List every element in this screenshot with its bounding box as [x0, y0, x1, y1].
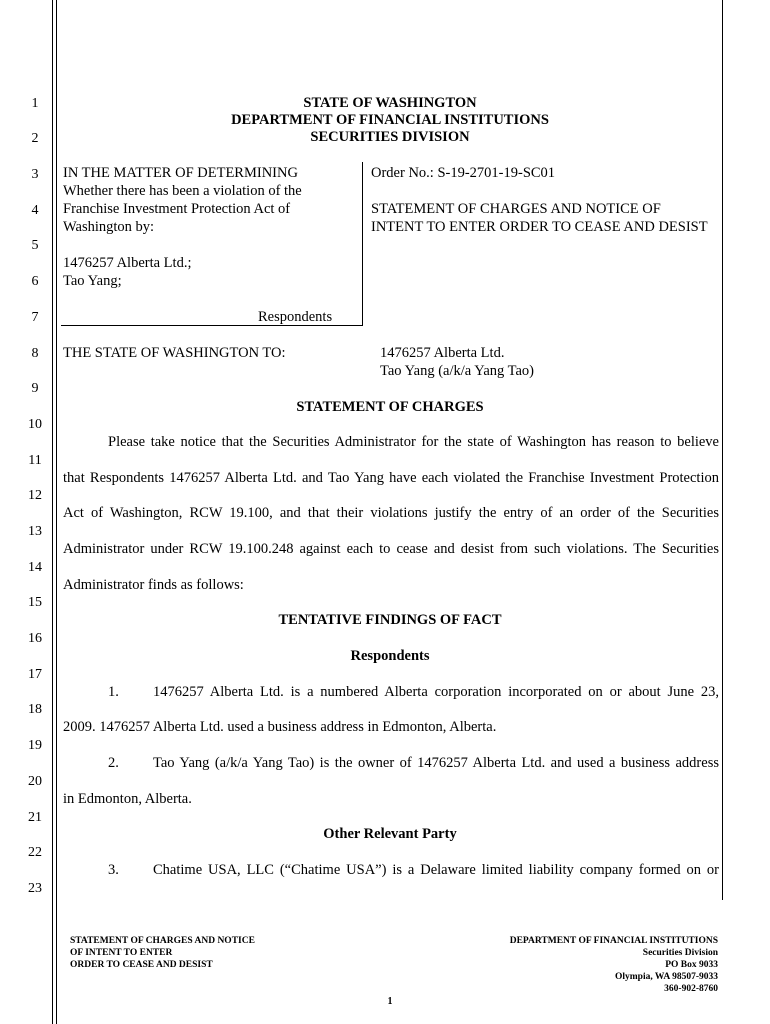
respondents-label: Respondents — [258, 309, 333, 325]
addressee-label: THE STATE OF WASHINGTON TO: — [63, 345, 286, 361]
paragraph-line: Tao Yang (a/k/a Yang Tao) is the owner of 1476257 Alberta Ltd. and used a business address — [153, 755, 719, 771]
paragraph-line: in Edmonton, Alberta. — [63, 791, 192, 807]
header-division: SECURITIES DIVISION — [310, 129, 470, 145]
line-number: 10 — [28, 417, 42, 432]
footer-left-line: ORDER TO CEASE AND DESIST — [70, 960, 213, 970]
line-number: 7 — [31, 310, 39, 325]
paragraph-number: 1. — [108, 684, 119, 700]
line-number: 11 — [28, 453, 42, 468]
left-margin-rule-inner — [56, 0, 57, 1024]
line-number: 23 — [28, 881, 42, 896]
order-title-line: STATEMENT OF CHARGES AND NOTICE OF — [371, 201, 661, 217]
footer-right-line: DEPARTMENT OF FINANCIAL INSTITUTIONS — [509, 936, 718, 946]
line-number: 20 — [28, 774, 42, 789]
footer-right-line: Securities Division — [642, 948, 718, 958]
other-party-heading: Other Relevant Party — [323, 826, 457, 842]
page-number: 1 — [387, 996, 393, 1007]
addressee-recipient: Tao Yang (a/k/a Yang Tao) — [380, 363, 534, 379]
intro-line: that Respondents 1476257 Alberta Ltd. and Tao Yang have each violated the Franchise Investment Protection — [63, 470, 719, 486]
line-number: 15 — [28, 595, 42, 610]
footer-left-line: OF INTENT TO ENTER — [70, 948, 173, 958]
paragraph-number: 2. — [108, 755, 119, 771]
paragraph-line: 1476257 Alberta Ltd. is a numbered Alberta corporation incorporated on or about June 23, — [153, 684, 719, 700]
matter-line: Washington by: — [63, 219, 155, 235]
line-number: 13 — [28, 524, 42, 539]
line-number: 16 — [28, 631, 42, 646]
header-department: DEPARTMENT OF FINANCIAL INSTITUTIONS — [231, 112, 549, 128]
footer-right-line: 360-902-8760 — [664, 984, 718, 994]
respondents-heading: Respondents — [350, 648, 430, 664]
intro-line: Please take notice that the Securities Administrator for the state of Washington has reason to believe — [108, 434, 719, 450]
order-title-line: INTENT TO ENTER ORDER TO CEASE AND DESIST — [371, 219, 708, 235]
matter-line: Whether there has been a violation of the — [63, 183, 302, 199]
line-number: 3 — [31, 167, 39, 182]
line-number: 2 — [31, 131, 39, 146]
line-number: 8 — [31, 346, 39, 361]
footer-left-line: STATEMENT OF CHARGES AND NOTICE — [70, 936, 255, 946]
line-number: 21 — [28, 810, 42, 825]
statement-heading: STATEMENT OF CHARGES — [296, 399, 484, 415]
caption-divider-horizontal — [61, 325, 363, 326]
line-number: 4 — [31, 203, 39, 218]
line-number: 19 — [28, 738, 42, 753]
respondent-name: 1476257 Alberta Ltd.; — [63, 255, 192, 271]
line-number: 6 — [31, 274, 39, 289]
paragraph-number: 3. — [108, 862, 119, 878]
matter-line: Franchise Investment Protection Act of — [63, 201, 291, 217]
matter-line: IN THE MATTER OF DETERMINING — [63, 165, 298, 181]
addressee-recipient: 1476257 Alberta Ltd. — [380, 345, 505, 361]
line-number: 14 — [28, 560, 42, 575]
intro-line: Act of Washington, RCW 19.100, and that their violations justify the entry of an order of the Securities — [63, 505, 719, 521]
respondent-name: Tao Yang; — [63, 273, 122, 289]
intro-line: Administrator under RCW 19.100.248 against each to cease and desist from such violations. The Securities — [63, 541, 719, 557]
line-number: 9 — [31, 381, 39, 396]
footer-right-line: PO Box 9033 — [665, 960, 718, 970]
line-number: 1 — [31, 96, 39, 111]
caption-divider-vertical — [362, 162, 363, 326]
header-state: STATE OF WASHINGTON — [303, 95, 477, 111]
line-number: 17 — [28, 667, 42, 682]
line-number: 5 — [31, 238, 39, 253]
paragraph-line: Chatime USA, LLC (“Chatime USA”) is a Delaware limited liability company formed on or — [153, 862, 719, 878]
order-number: Order No.: S-19-2701-19-SC01 — [371, 165, 556, 181]
line-number: 18 — [28, 702, 42, 717]
line-number: 22 — [28, 845, 42, 860]
findings-heading: TENTATIVE FINDINGS OF FACT — [278, 612, 502, 628]
intro-line: Administrator finds as follows: — [63, 577, 244, 593]
paragraph-line: 2009. 1476257 Alberta Ltd. used a business address in Edmonton, Alberta. — [63, 719, 497, 735]
line-number: 12 — [28, 488, 42, 503]
left-margin-rule-outer — [52, 0, 53, 1024]
footer-right-line: Olympia, WA 98507-9033 — [614, 972, 718, 982]
